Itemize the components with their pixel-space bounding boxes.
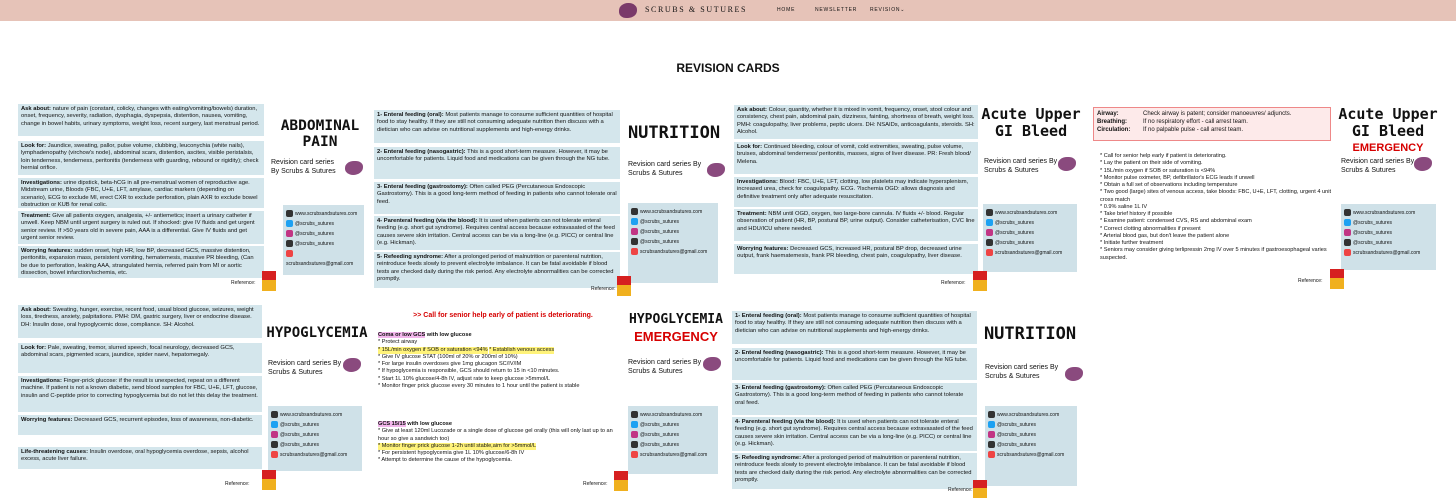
tiktok-icon bbox=[1344, 239, 1351, 246]
twitter-link[interactable]: @scrubs_sutures bbox=[988, 420, 1074, 430]
email-link[interactable]: scrubsandsutures@gmail.com bbox=[286, 249, 361, 269]
tiktok-icon bbox=[631, 441, 638, 448]
site-brand[interactable]: SCRUBS & SUTURES bbox=[645, 5, 748, 14]
look-for-box: Look for: Jaundice, sweating, pallor, pulse volume, clubbing, leuconychia (white nails), lymphadenopathy (virchow's node), abdominal scars, distention, ascites, visible peristalsis, loin tenderness, tenderness, peritonitis (tenderness with guarding, rebound or rigidity); check hernial orifice. bbox=[18, 141, 264, 175]
abdominal-pain-title: ABDOMINAL PAIN bbox=[280, 118, 360, 151]
parenteral-box: 4- Parenteral feeding (via the blood): It is used when patients can not tolerate enteral feeding (e.g. short gut syndrome). Requires central access because extravasated of the feed causes severe skin irritation. Central access can be via a long-line (e.g. PICC) or central line (e.g. Hickman). bbox=[732, 417, 977, 451]
twitter-link[interactable]: @scrubs_sutures bbox=[986, 218, 1074, 228]
revision-series-label: Revision card series By Scrubs & Sutures bbox=[1341, 158, 1415, 174]
gmail-icon bbox=[271, 451, 278, 458]
tiktok-link[interactable]: @scrubs_sutures bbox=[986, 238, 1074, 248]
reference-label: Reference: bbox=[941, 280, 966, 286]
ask-about-box: Ask about: Sweating, hunger, exercise, recent food, usual blood glucose, seizures, weight loss, tiredness, anxiety, palpitations. PMH: DM, gastric surgery, liver or endocrine disease. DH: Insulin dose, oral hypoglycemic dose, compliance. SH: Alcohol. bbox=[18, 305, 262, 338]
twitter-icon bbox=[631, 421, 638, 428]
nutrition-card[interactable] bbox=[732, 311, 980, 491]
reference-book-icon[interactable] bbox=[617, 276, 631, 296]
nutrition-card[interactable] bbox=[374, 110, 624, 290]
twitter-icon bbox=[631, 218, 638, 225]
social-links-box bbox=[983, 204, 1077, 272]
brain-icon bbox=[707, 163, 725, 177]
tiktok-link[interactable]: @scrubs_sutures bbox=[271, 440, 359, 450]
parenteral-box: 4- Parenteral feeding (via the blood): It is used when patients can not tolerate enteral feeding (e.g. short gut syndrome). Requires central access because extravasated of the feed causes severe skin irritation. Central access can be via a long-line (e.g. PICC) or central line (e.g. Hickman). bbox=[374, 216, 620, 250]
revision-series-label: Revision card series By Scrubs & Sutures bbox=[985, 364, 1059, 380]
brain-logo-icon[interactable] bbox=[619, 3, 637, 18]
reference-book-icon[interactable] bbox=[973, 271, 987, 291]
social-links-box bbox=[1341, 204, 1436, 270]
enteral-oral-box: 1- Enteral feeding (oral): Most patients manage to consume sufficient quantities of hospital food to stay healthy. If they are still not consuming adequate nutrition then discuss with a dietician who can advise on nutritional supplements and high-energy drinks. bbox=[732, 311, 977, 344]
senior-help-callout: >> Call for senior help early of patient is deteriorating. bbox=[413, 312, 593, 319]
treatment-box: Treatment: Give all patients oxygen, analgesia, +/- antiemetics; insert a urinary catheter if unwell. Keep NBM until urgent surgery is ruled out. If shocked: give IV fluids and get urgent senior review. If >50 years old in severe pain, AAA is a differential. Give IV fluids and get urgent senior review. bbox=[18, 211, 264, 244]
brain-icon bbox=[343, 358, 361, 372]
ask-about-box: Ask about: nature of pain (constant, colicky, changes with eating/vomiting/bowels) duration, onset, frequency, severity, radiation, dysphagia, dyspepsia, distention, nausea, vomiting, change in bowel habits, urinary symptoms, weight loss, recent surgery, last menstrual period. bbox=[18, 104, 264, 136]
twitter-icon bbox=[988, 421, 995, 428]
twitter-link[interactable]: @scrubs_sutures bbox=[631, 420, 715, 430]
gmail-icon bbox=[1344, 249, 1351, 256]
tiktok-icon bbox=[988, 441, 995, 448]
gmail-icon bbox=[986, 249, 993, 256]
social-links-box bbox=[985, 406, 1077, 486]
twitter-link[interactable]: @scrubs_sutures bbox=[271, 420, 359, 430]
reference-label: Reference: bbox=[231, 280, 256, 286]
page-title: REVISION CARDS bbox=[676, 61, 780, 75]
globe-icon bbox=[631, 411, 638, 418]
instagram-icon bbox=[271, 431, 278, 438]
reference-book-icon[interactable] bbox=[973, 480, 987, 498]
instagram-icon bbox=[988, 431, 995, 438]
globe-icon bbox=[286, 210, 293, 217]
globe-icon bbox=[986, 209, 993, 216]
instagram-link[interactable]: @scrubs_sutures bbox=[988, 430, 1074, 440]
brain-icon bbox=[1414, 157, 1432, 171]
brain-icon bbox=[1058, 157, 1076, 171]
gmail-icon bbox=[286, 250, 293, 257]
top-nav bbox=[0, 0, 1456, 21]
tiktok-link[interactable]: @scrubs_sutures bbox=[631, 237, 715, 247]
enteral-peg-box: 3- Enteral feeding (gastrostomy): Often called PEG (Percutaneous Endoscopic Gastrostomy). This is a good long-term method of feeding in patients who cannot tolerate oral feed. bbox=[732, 383, 977, 415]
instagram-link[interactable]: @scrubs_sutures bbox=[631, 227, 715, 237]
instagram-link[interactable]: @scrubs_sutures bbox=[271, 430, 359, 440]
reference-label: Reference: bbox=[225, 481, 250, 487]
website-link[interactable]: www.scrubsandsutures.com bbox=[986, 208, 1074, 218]
investigations-box: Investigations: urine dipstick, beta-hCG in all pre-menstrual women of reproductive age. Midstream urine, Bloods (FBC, U+E, LFT, amylase, cardiac markers (depending on scenario), ECG to exclude MI, erect CXR to exclude perforation, plain AXR to exclude bowel obstruction or KUB for renal colic. bbox=[18, 178, 264, 208]
tiktok-link[interactable]: @scrubs_sutures bbox=[1344, 238, 1433, 248]
reference-book-icon[interactable] bbox=[262, 271, 276, 291]
globe-icon bbox=[631, 208, 638, 215]
revision-series-label: Revision card series By Scrubs & Sutures bbox=[628, 359, 702, 375]
instagram-link[interactable]: @scrubs_sutures bbox=[286, 229, 361, 239]
upper-gi-bleed-emergency-title: Acute Upper GI Bleed bbox=[1338, 105, 1438, 140]
nav-revision-dropdown[interactable]: REVISION⌄ bbox=[870, 7, 906, 13]
abc-airway-box: Airway: Check airway is patent; consider manoeuvres/ adjuncts. Breathing: If no respiratory effort - call arrest team. Circulation: If no palpable pulse - call arrest team. bbox=[1093, 107, 1331, 141]
brain-icon bbox=[345, 161, 363, 175]
reference-book-icon[interactable] bbox=[614, 471, 628, 491]
globe-icon bbox=[1344, 209, 1351, 216]
instagram-icon bbox=[631, 228, 638, 235]
email-link[interactable]: scrubsandsutures@gmail.com bbox=[631, 450, 715, 460]
abdominal-pain-card[interactable] bbox=[18, 104, 280, 294]
reference-label: Reference: bbox=[583, 481, 608, 487]
investigations-box: Investigations: Blood: FBC, U+E, LFT, clotting, low platelets may indicate hypersplenism, increased urea, check for coagulopathy. ECG. ?Ischemia OGD: allows diagnosis and definitive treatment only after adequate resuscitation. bbox=[734, 177, 978, 207]
instagram-icon bbox=[286, 230, 293, 237]
twitter-link[interactable]: @scrubs_sutures bbox=[631, 217, 715, 227]
tiktok-icon bbox=[271, 441, 278, 448]
emergency-steps-list: * Call for senior help early if patient is deteriorating. * Lay the patient on their side of vomiting. * 15L/min oxygen if SOB or saturation is <94% * Monitor pulse oximeter, BP, defibrillator's ECG leads if unwell * Obtain a full set of observations including temperature * Two good (large) sites of venous access, take bloods: FBC, U+E, LFT, clotting, urgent 4 unit cross match * 0.9% saline 1L IV * Take brief history if possible * Examine patient: condensed CVS, RS and abdominal exam * Correct clotting abnormalities if present * Arterial blood gas, but don't leave the patient alone * Initiate further treatment * Seniors may consider giving terlipressin 2mg IV over 5 minutes if gastroesophageal varies suspected. bbox=[1100, 153, 1332, 261]
reference-book-icon[interactable] bbox=[262, 470, 276, 490]
twitter-link[interactable]: @scrubs_sutures bbox=[1344, 218, 1433, 228]
instagram-link[interactable]: @scrubs_sutures bbox=[986, 228, 1074, 238]
reference-book-icon[interactable] bbox=[1330, 269, 1344, 289]
website-link[interactable]: www.scrubsandsutures.com bbox=[286, 209, 361, 219]
hypoglycemia-title: HYPOGLYCEMIA bbox=[266, 325, 368, 341]
revision-series-label: Revision card series By Scrubs & Sutures bbox=[628, 161, 702, 177]
enteral-peg-box: 3- Enteral feeding (gastrostomy): Often called PEG (Percutaneous Endoscopic Gastrostomy). This is a good long-term method of feeding in patients who cannot tolerate oral feed. bbox=[374, 182, 620, 214]
gmail-icon bbox=[631, 451, 638, 458]
gcs-15-section: GCS 15/15 with low glucose * Give at least 120ml Lucozade or a single dose of glucose gel orally (this will only last up to an hour so give a sandwich too) * Monitor finger prick glucose 1-2h until stable,aim for >5mmol/L * For persistent hypoglycemia give 1L 10% glucose/6-8h IV * Attempt to determine the cause of the hypoglycemia. bbox=[378, 421, 613, 464]
gmail-icon bbox=[988, 451, 995, 458]
tiktok-icon bbox=[986, 239, 993, 246]
brain-icon bbox=[703, 357, 721, 371]
nav-home-link[interactable]: HOME bbox=[777, 7, 796, 13]
social-links-box bbox=[628, 406, 718, 474]
worrying-features-box: Worrying features: sudden onset, high HR, low BP, decreased GCS, massive distention, peritonitis, expansion mass, persistent vomiting, hematemesis, massive PR bleeding, (Can be due to perforation, leaking AAA, strangulated hernia, referred pain from MI or aortic dissection, bowel infarction/ischemia, etc. bbox=[18, 246, 264, 278]
treatment-box: Treatment: NBM until OGD, oxygen, two large-bore cannula. IV fluids +/- blood. Regular observation of patient (HR, BP, postural BP, urine output). Consider catheterisation, CVC line and HDU/ICU where needed. bbox=[734, 209, 978, 241]
email-link[interactable]: scrubsandsutures@gmail.com bbox=[988, 450, 1074, 460]
twitter-icon bbox=[1344, 219, 1351, 226]
investigations-box: Investigations: Finger-prick glucose: if the result is unexpected, repeat on a different machine. If patient is not a known diabetic, send blood samples for FBC, U+E, LFT, glucose, insulin and C-peptide prior to correcting hypoglycemia but do not let this delay the treatment. bbox=[18, 376, 262, 412]
twitter-icon bbox=[986, 219, 993, 226]
nutrition-title: NUTRITION bbox=[983, 324, 1077, 344]
reference-label: Reference: bbox=[591, 286, 616, 292]
gmail-icon bbox=[631, 248, 638, 255]
email-link[interactable]: scrubsandsutures@gmail.com bbox=[271, 450, 359, 460]
reference-label: Reference: bbox=[1298, 278, 1323, 284]
reference-label: Reference: bbox=[948, 487, 973, 493]
refeeding-box: 5- Refeeding syndrome: After a prolonged period of malnutrition or parenteral nutrition, reintroduce feeds slowly to prevent electrolyte imbalance. It can be fatal avoidable if blood tests are checked daily during the risk period. Any electrolyte abnormalities can be corrected promptly. bbox=[374, 252, 620, 288]
instagram-icon bbox=[631, 431, 638, 438]
emergency-subtitle: EMERGENCY bbox=[634, 329, 718, 344]
globe-icon bbox=[271, 411, 278, 418]
tiktok-link[interactable]: @scrubs_sutures bbox=[286, 239, 361, 249]
hypoglycemia-card[interactable] bbox=[18, 305, 264, 470]
ask-about-box: Ask about: Colour, quantity, whether it is mixed in vomit, frequency, onset, stool colour and consistency, chest pain, abdominal pain, dizziness, fainting, shortness of breath, weight loss. PMH: coagulopathy, liver problems, peptic ulcers. DH: NSAIDs, anticoagulants, steroids. SH: Alcohol. bbox=[734, 105, 978, 139]
social-links-box bbox=[283, 205, 364, 275]
worrying-features-box: Worrying features: Decreased GCS, increased HR, postural BP drop, decreased urine output, frank haematemesis, frank PR bleeding, chest pain, coagulopathy, liver disease. bbox=[734, 244, 978, 274]
instagram-icon bbox=[986, 229, 993, 236]
upper-gi-bleed-title: Acute Upper GI Bleed bbox=[981, 105, 1081, 140]
look-for-box: Look for: Pale, sweating, tremor, slurred speech, focal neurology, decreased GCS, abdominal scars, pigmented scars, jaundice, spider naevi, hepatomegaly. bbox=[18, 343, 262, 373]
coma-low-gcs-section: Coma or low GCS with low glucose * Protect airway * 15L/min oxygen if SOB or saturation <94% * Establish venous access * Give IV glucose STAT (100ml of 20% or 200ml of 10%) * For large insulin overdoses give 1mg glucagon SC/IV/IM * If hypoglycemia is responsible, GCS should return to 15 in <10 minutes. * Start 1L 10% glucose/4-8h IV, adjust rate to keep glucose >5mmol/L * Monitor finger prick glucose every 30 minutes to 1 hour until the patient is stable bbox=[378, 332, 580, 389]
worrying-features-box: Worrying features: Decreased GCS, recurrent episodes, loss of awareness, non-diabetic. bbox=[18, 415, 262, 435]
tiktok-link[interactable]: @scrubs_sutures bbox=[631, 440, 715, 450]
upper-gi-bleed-card[interactable] bbox=[734, 105, 980, 280]
website-link[interactable]: www.scrubsandsutures.com bbox=[631, 207, 715, 217]
revision-series-label: Revision card series By Scrubs & Sutures bbox=[271, 159, 336, 175]
instagram-icon bbox=[1344, 229, 1351, 236]
website-link[interactable]: www.scrubsandsutures.com bbox=[1344, 208, 1433, 218]
website-link[interactable]: www.scrubsandsutures.com bbox=[271, 410, 359, 420]
enteral-ng-box: 2- Enteral feeding (nasogastric): This is a good short-term measure. However, it may be uncomfortable for patients. Liquid food and medications can be given through the NG tube. bbox=[374, 147, 620, 179]
globe-icon bbox=[988, 411, 995, 418]
instagram-link[interactable]: @scrubs_sutures bbox=[631, 430, 715, 440]
revision-series-label: Revision card series By Scrubs & Sutures bbox=[268, 360, 342, 376]
refeeding-box: 5- Refeeding syndrome: After a prolonged period of malnutrition or parenteral nutrition, reintroduce feeds slowly to prevent electrolyte imbalance. It can be fatal avoidable if blood tests are checked daily during the risk period. Any electrolyte abnormalities can be corrected promptly. bbox=[732, 453, 977, 489]
enteral-oral-box: 1- Enteral feeding (oral): Most patients manage to consume sufficient quantities of hospital food to stay healthy. If they are still not consuming adequate nutrition then discuss with a dietician who can advise on nutritional supplements and high-energy drinks. bbox=[374, 110, 620, 143]
enteral-ng-box: 2- Enteral feeding (nasogastric): This is a good short-term measure. However, it may be uncomfortable for patients. Liquid food and medications can be given through the NG tube. bbox=[732, 348, 977, 380]
website-link[interactable]: www.scrubsandsutures.com bbox=[631, 410, 715, 420]
tiktok-icon bbox=[286, 240, 293, 247]
social-links-box bbox=[268, 406, 362, 471]
look-for-box: Look for: Continued bleeding, colour of vomit, cold extremities, sweating, pulse volume, bruises, abdominal tenderness/ peritonitis, masses, signs of liver disease. PR: Fresh blood/ Melena. bbox=[734, 142, 978, 174]
twitter-icon bbox=[271, 421, 278, 428]
twitter-icon bbox=[286, 220, 293, 227]
brain-icon bbox=[1065, 367, 1083, 381]
nutrition-title: NUTRITION bbox=[627, 123, 721, 143]
instagram-link[interactable]: @scrubs_sutures bbox=[1344, 228, 1433, 238]
email-link[interactable]: scrubsandsutures@gmail.com bbox=[986, 248, 1074, 258]
email-link[interactable]: scrubsandsutures@gmail.com bbox=[631, 247, 715, 257]
twitter-link[interactable]: @scrubs_sutures bbox=[286, 219, 361, 229]
tiktok-icon bbox=[631, 238, 638, 245]
life-threatening-box: Life-threatening causes: Insulin overdose, oral hypoglycemia overdose, sepsis, alcohol excess, acute liver failure. bbox=[18, 447, 262, 469]
email-link[interactable]: scrubsandsutures@gmail.com bbox=[1344, 248, 1433, 258]
tiktok-link[interactable]: @scrubs_sutures bbox=[988, 440, 1074, 450]
website-link[interactable]: www.scrubsandsutures.com bbox=[988, 410, 1074, 420]
hypoglycemia-emergency-title: HYPOGLYCEMIA bbox=[629, 312, 723, 327]
emergency-subtitle: EMERGENCY bbox=[1352, 142, 1424, 154]
revision-series-label: Revision card series By Scrubs & Sutures bbox=[984, 158, 1058, 174]
social-links-box bbox=[628, 203, 718, 283]
nav-newsletter-link[interactable]: NEWSLETTER bbox=[815, 7, 858, 13]
